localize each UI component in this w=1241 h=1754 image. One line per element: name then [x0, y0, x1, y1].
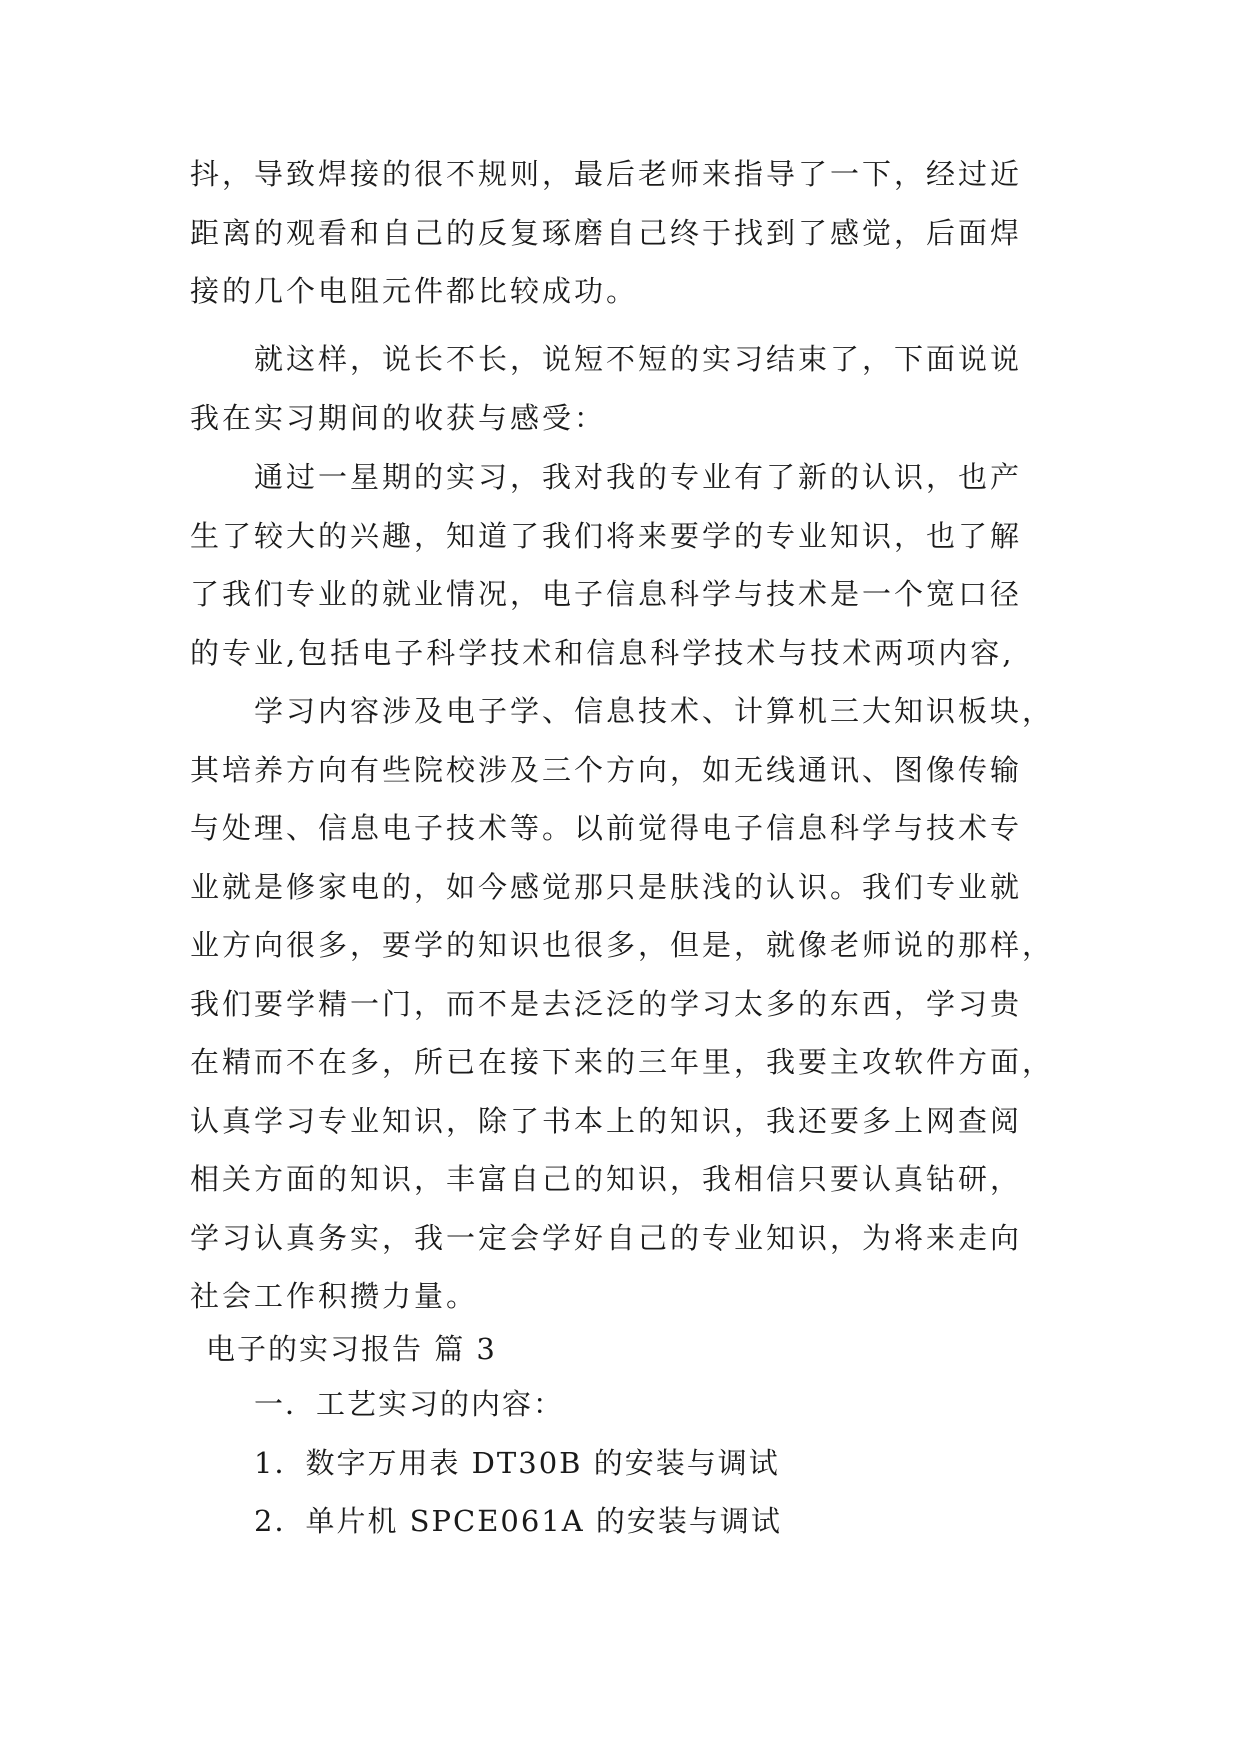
paragraph-line: 就这样，说长不长，说短不短的实习结束了，下面说说 — [254, 342, 1023, 376]
paragraph-3 — [190, 448, 1060, 682]
paragraph-line: 抖，导致焊接的很不规则，最后老师来指导了一下，经过近 — [190, 157, 1023, 191]
content-list — [254, 1375, 782, 1551]
paragraph-line: 我们要学精一门，而不是去泛泛的学习太多的东西，学习贵 — [190, 986, 1023, 1021]
paragraph-line: 学习内容涉及电子学、信息技术、计算机三大知识板块， — [254, 694, 1055, 728]
paragraph-line: 在精而不在多，所已在接下来的三年里，我要主攻软件方面， — [190, 1045, 1055, 1079]
paragraph-line: 其培养方向有些院校涉及三个方向，如无线通讯、图像传输 — [190, 752, 1023, 787]
paragraph-line: 的专业,包括电子科学技术和信息科学技术与技术两项内容, — [190, 635, 1015, 670]
paragraph-line: 相关方面的知识，丰富自己的知识，我相信只要认真钻研， — [190, 1162, 1023, 1196]
paragraph-line: 通过一星期的实习，我对我的专业有了新的认识，也产 — [254, 460, 1023, 494]
paragraph-2 — [190, 330, 1060, 447]
section-heading: 电子的实习报告 篇 3 — [206, 1332, 497, 1366]
paragraph-line: 社会工作积攒力量。 — [190, 1279, 479, 1313]
paragraph-line: 业方向很多，要学的知识也很多，但是，就像老师说的那样， — [190, 928, 1055, 962]
paragraph-4 — [190, 682, 1060, 1326]
paragraph-line: 与处理、信息电子技术等。以前觉得电子信息科学与技术专 — [190, 811, 1023, 845]
paragraph-line: 距离的观看和自己的反复琢磨自己终于找到了感觉，后面焊 — [190, 215, 1023, 250]
paragraph-line: 认真学习专业知识，除了书本上的知识，我还要多上网查阅 — [190, 1103, 1023, 1138]
paragraph-1 — [190, 145, 1060, 321]
paragraph-line: 了我们专业的就业情况，电子信息科学与技术是一个宽口径 — [190, 577, 1023, 611]
paragraph-line: 我在实习期间的收获与感受： — [190, 400, 607, 435]
paragraph-line: 业就是修家电的，如今感觉那只是肤浅的认识。我们专业就 — [190, 869, 1023, 904]
paragraph-line: 接的几个电阻元件都比较成功。 — [190, 274, 639, 308]
list-intro: 一．工艺实习的内容： — [254, 1387, 565, 1421]
paragraph-line: 学习认真务实，我一定会学好自己的专业知识，为将来走向 — [190, 1220, 1023, 1255]
list-item: 1．数字万用表 DT30B 的安装与调试 — [254, 1445, 780, 1480]
paragraph-line: 生了较大的兴趣，知道了我们将来要学的专业知识，也了解 — [190, 518, 1023, 553]
list-item: 2．单片机 SPCE061A 的安装与调试 — [254, 1504, 782, 1538]
